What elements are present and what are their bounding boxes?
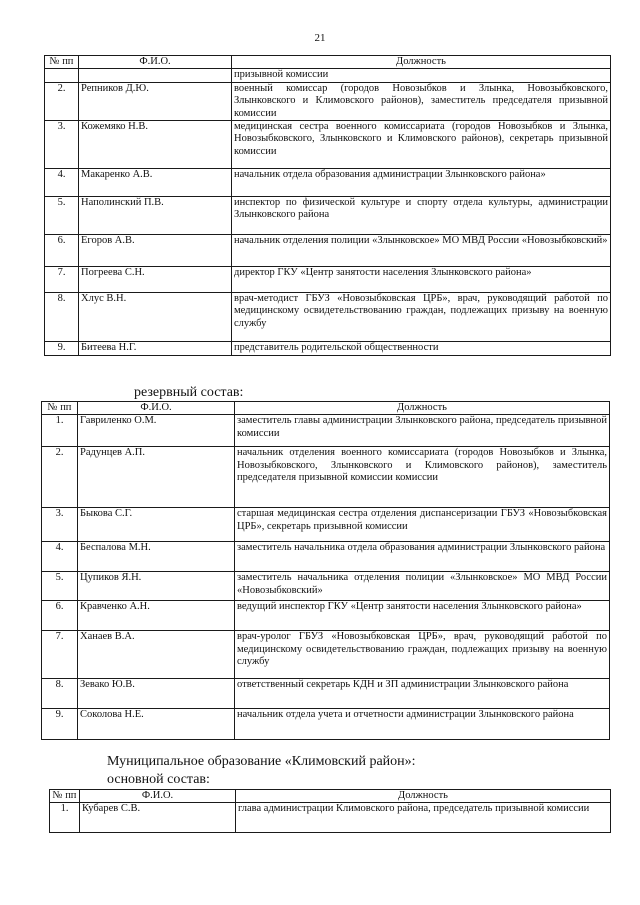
row-position: директор ГКУ «Центр занятости населения Злынковского района» bbox=[232, 267, 611, 293]
row-position: инспектор по физической культуре и спорту отдела культуры, администрации Злынковского района bbox=[232, 197, 611, 235]
row-num: 7. bbox=[42, 631, 78, 679]
table-row bbox=[45, 69, 611, 82]
table-header-row bbox=[45, 56, 611, 69]
row-num: 4. bbox=[42, 542, 78, 572]
table-row bbox=[50, 803, 611, 833]
row-name: Наполинский П.В. bbox=[79, 197, 232, 235]
row-num: 5. bbox=[42, 572, 78, 601]
row-num: 2. bbox=[45, 82, 79, 120]
table-row bbox=[45, 82, 611, 120]
commission-table-reserve bbox=[41, 401, 610, 740]
table-row bbox=[42, 508, 610, 542]
row-name: Цупиков Я.Н. bbox=[78, 572, 235, 601]
table-row bbox=[45, 197, 611, 235]
continuation-text: призывной комиссии bbox=[232, 69, 611, 82]
row-position: заместитель начальника отделения полиции «Злынковское» МО МВД России «Новозыбковский» bbox=[235, 572, 610, 601]
row-name: Беспалова М.Н. bbox=[78, 542, 235, 572]
row-position: военный комиссар (городов Новозыбков и Злынка, Новозыбковского, Злынковского и Климовского районов), заместитель председателя призывной комиссии bbox=[232, 82, 611, 120]
table-header-row bbox=[50, 790, 611, 803]
row-name: Битеева Н.Г. bbox=[79, 342, 232, 356]
row-name: Гавриленко О.М. bbox=[78, 415, 235, 447]
row-name: Макаренко А.В. bbox=[79, 169, 232, 197]
table-row bbox=[45, 342, 611, 356]
row-name: Егоров А.В. bbox=[79, 235, 232, 267]
row-num: 1. bbox=[42, 415, 78, 447]
row-name: Кубарев С.В. bbox=[80, 803, 236, 833]
row-num: 7. bbox=[45, 267, 79, 293]
header-name: Ф.И.О. bbox=[78, 402, 235, 415]
table-row bbox=[42, 679, 610, 709]
table-row bbox=[45, 169, 611, 197]
row-name: Ханаев В.А. bbox=[78, 631, 235, 679]
table-row bbox=[42, 415, 610, 447]
row-name: Радунцев А.П. bbox=[78, 447, 235, 508]
page-number: 21 bbox=[314, 32, 326, 44]
row-num: 3. bbox=[45, 121, 79, 169]
row-name: Соколова Н.Е. bbox=[78, 709, 235, 740]
row-position: глава администрации Климовского района, председатель призывной комиссии bbox=[236, 803, 611, 833]
table-header-row bbox=[42, 402, 610, 415]
reserve-heading: резервный состав: bbox=[134, 385, 244, 400]
municipality-heading: Муниципальное образование «Климовский район»: bbox=[107, 754, 416, 769]
row-num: 3. bbox=[42, 508, 78, 542]
header-position: Должность bbox=[236, 790, 611, 803]
row-position: ведущий инспектор ГКУ «Центр занятости населения Злынковского района» bbox=[235, 601, 610, 631]
header-name: Ф.И.О. bbox=[79, 56, 232, 69]
row-name: Кравченко А.Н. bbox=[78, 601, 235, 631]
table-row bbox=[45, 267, 611, 293]
row-num: 6. bbox=[42, 601, 78, 631]
row-name: Кожемяко Н.В. bbox=[79, 121, 232, 169]
header-position: Должность bbox=[232, 56, 611, 69]
row-position: заместитель главы администрации Злынковского района, председатель призывной комиссии bbox=[235, 415, 610, 447]
row-num: 1. bbox=[50, 803, 80, 833]
table-row bbox=[42, 447, 610, 508]
table-row bbox=[45, 235, 611, 267]
row-num: 2. bbox=[42, 447, 78, 508]
row-position: начальник отделения военного комиссариата (городов Новозыбков и Злынка, Новозыбковского, Злынковского и Климовского районов), заместитель председателя призывной комиссии комиссии bbox=[235, 447, 610, 508]
table-row bbox=[45, 121, 611, 169]
row-num: 5. bbox=[45, 197, 79, 235]
row-position: начальник отдела учета и отчетности администрации Злынковского района bbox=[235, 709, 610, 740]
commission-table-main bbox=[44, 55, 611, 356]
row-position: начальник отдела образования администрации Злынковского района» bbox=[232, 169, 611, 197]
row-num: 4. bbox=[45, 169, 79, 197]
row-name: Хлус В.Н. bbox=[79, 293, 232, 342]
commission-table-klimovsky bbox=[49, 789, 611, 833]
table-row bbox=[42, 709, 610, 740]
table-row bbox=[42, 542, 610, 572]
table-row bbox=[42, 572, 610, 601]
header-name: Ф.И.О. bbox=[80, 790, 236, 803]
row-num: 8. bbox=[42, 679, 78, 709]
row-position: представитель родительской общественности bbox=[232, 342, 611, 356]
row-name: Репников Д.Ю. bbox=[79, 82, 232, 120]
row-position: медицинская сестра военного комиссариата (городов Новозыбков и Злынка, Новозыбковского, Злынковского и Климовского районов), секретарь призывной комиссии bbox=[232, 121, 611, 169]
row-position: начальник отделения полиции «Злынковское» МО МВД России «Новозыбковский» bbox=[232, 235, 611, 267]
row-name: Быкова С.Г. bbox=[78, 508, 235, 542]
header-num: № пп bbox=[42, 402, 78, 415]
row-num: 9. bbox=[45, 342, 79, 356]
row-num: 8. bbox=[45, 293, 79, 342]
row-name: Погреева С.Н. bbox=[79, 267, 232, 293]
row-num: 6. bbox=[45, 235, 79, 267]
row-name: Зевако Ю.В. bbox=[78, 679, 235, 709]
row-num: 9. bbox=[42, 709, 78, 740]
main-composition-heading: основной состав: bbox=[107, 772, 210, 787]
row-position: врач-методист ГБУЗ «Новозыбковская ЦРБ», врач, руководящий работой по медицинскому освидетельствованию граждан, подлежащих призыву на военную службу bbox=[232, 293, 611, 342]
table-row bbox=[42, 631, 610, 679]
header-num: № пп bbox=[50, 790, 80, 803]
table-row bbox=[45, 293, 611, 342]
row-position: ответственный секретарь КДН и ЗП администрации Злынковского района bbox=[235, 679, 610, 709]
row-position: врач-уролог ГБУЗ «Новозыбковская ЦРБ», врач, руководящий работой по медицинскому освидетельствованию граждан, подлежащих призыву на военную службу bbox=[235, 631, 610, 679]
table-row bbox=[42, 601, 610, 631]
header-position: Должность bbox=[235, 402, 610, 415]
row-position: старшая медицинская сестра отделения диспансеризации ГБУЗ «Новозыбковская ЦРБ», секретарь призывной комиссии bbox=[235, 508, 610, 542]
row-position: заместитель начальника отдела образования администрации Злынковского района bbox=[235, 542, 610, 572]
header-num: № пп bbox=[45, 56, 79, 69]
